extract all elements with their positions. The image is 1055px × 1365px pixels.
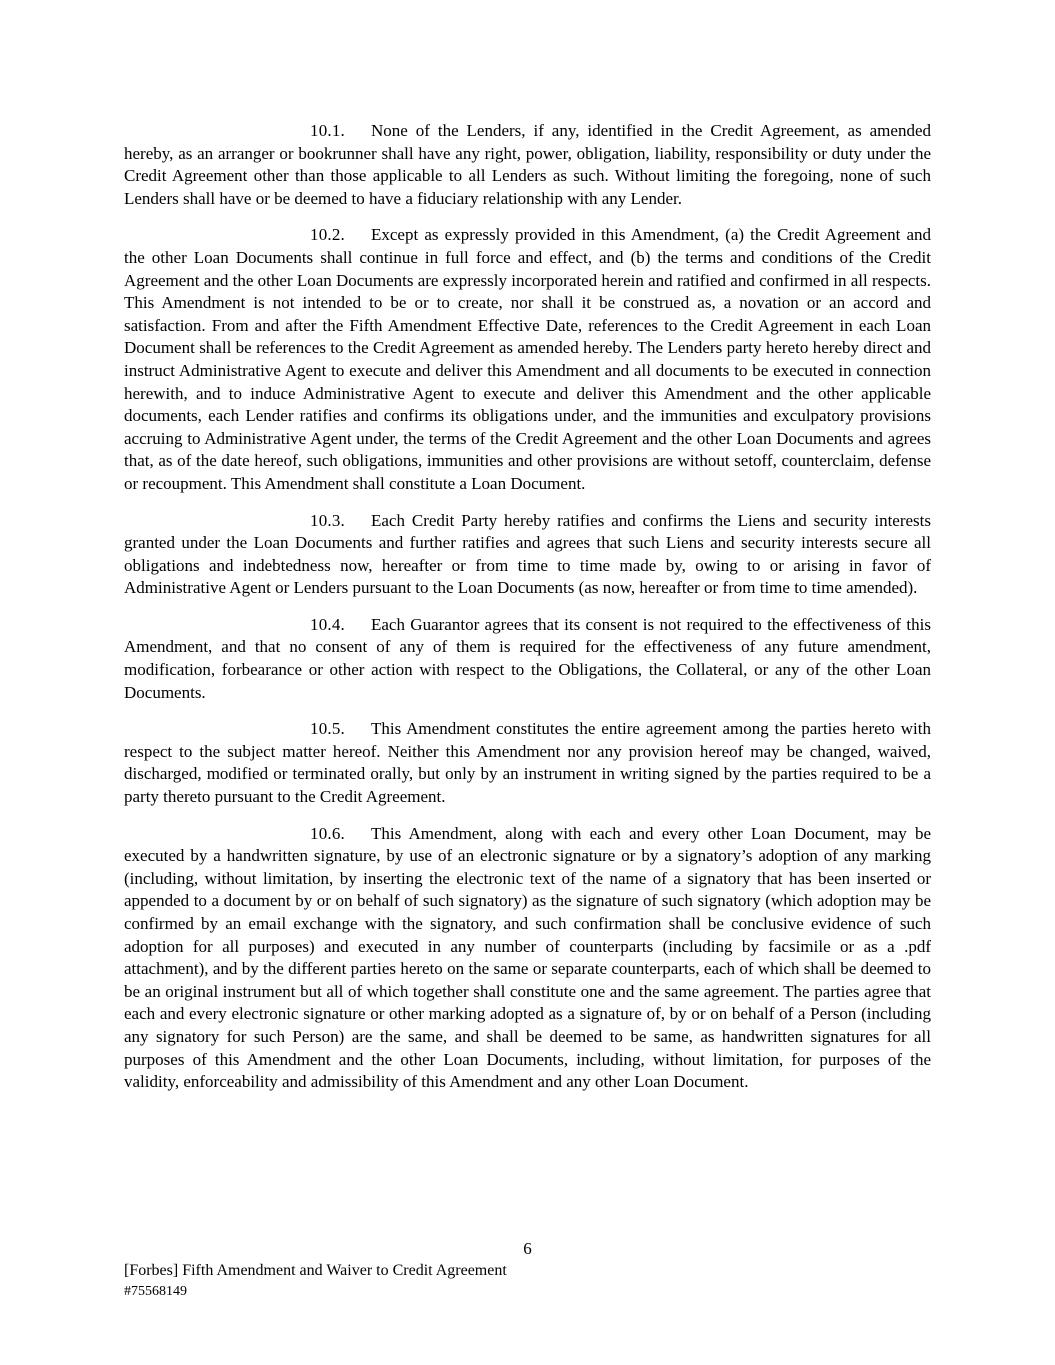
- page-footer: [124, 1238, 931, 1302]
- footer-document-title: [Forbes] Fifth Amendment and Waiver to Credit Agreement: [124, 1262, 507, 1279]
- section-number: 10.1.: [310, 121, 345, 140]
- paragraph: [124, 823, 931, 1094]
- section-number: 10.6.: [310, 823, 345, 843]
- paragraph: [124, 120, 931, 210]
- section-number: 10.5.: [310, 719, 345, 739]
- footer-document-id: #75568149: [124, 1284, 187, 1299]
- section-number: 10.2.: [310, 225, 345, 245]
- paragraph: [124, 510, 931, 600]
- section-number: 10.3.: [310, 510, 345, 530]
- paragraph-text: Each Guarantor agrees that its consent is not required to the effectiveness of this Amendment, and that no consent of any of them is required for the effectiveness of any future amendment, modification, forbearance or other action with respect to the Obligations, the Collateral, or any of the other Loan Documents.: [124, 614, 931, 702]
- paragraph-text: Except as expressly provided in this Amendment, (a) the Credit Agreement and the other Loan Documents shall continue in full force and effect, and (b) the terms and conditions of the Credit Agreement and the other Loan Documents are expressly incorporated herein and ratified and confirmed in all respects. This Amendment is not intended to be or to create, nor shall it be construed as, a novation or an accord and satisfaction. From and after the Fifth Amendment Effective Date, references to the Credit Agreement in each Loan Document shall be references to the Credit Agreement as amended hereby. The Lenders party hereto hereby direct and instruct Administrative Agent to execute and deliver this Amendment and all documents to be executed in connection herewith, and to induce Administrative Agent to execute and deliver this Amendment and the other applicable documents, each Lender ratifies and confirms its obligations under, and the immunities and exculpatory provisions accruing to Administrative Agent under, the terms of the Credit Agreement and the other Loan Documents and agrees that, as of the date hereof, such obligations, immunities and other provisions are without setoff, counterclaim, defense or recoupment. This Amendment shall constitute a Loan Document.: [124, 225, 931, 493]
- paragraph-text: Each Credit Party hereby ratifies and confirms the Liens and security interests granted under the Loan Documents and further ratifies and agrees that such Liens and security interests secure all obligations and indebtedness now, hereafter or from time to time made by, owing to or arising in favor of Administrative Agent or Lenders pursuant to the Loan Documents (as now, hereafter or from time to time amended).: [124, 510, 931, 598]
- paragraph-text: This Amendment constitutes the entire agreement among the parties hereto with respect to the subject matter hereof. Neither this Amendment nor any provision hereof may be changed, waived, discharged, modified or terminated orally, but only by an instrument in writing signed by the parties required to be a party thereto pursuant to the Credit Agreement.: [124, 719, 931, 807]
- paragraph: [124, 224, 931, 495]
- paragraph-text: This Amendment, along with each and every other Loan Document, may be executed by a handwritten signature, by use of an electronic signature or by a signatory’s adoption of any marking (including, without limitation, by inserting the electronic text of the name of a signatory that has been inserted or appended to a document by or on behalf of such signatory) as the signature of such signatory (which adoption may be confirmed by an email exchange with the signatory, and such confirmation shall be conclusive evidence of such adoption for all purposes) and executed in any number of counterparts (including by facsimile or as a .pdf attachment), and by the different parties hereto on the same or separate counterparts, each of which shall be deemed to be an original instrument but all of which together shall constitute one and the same agreement. The parties agree that each and every electronic signature or other marking adopted as a signature of, by or on behalf of a Person (including any signatory for such Person) are the same, and shall be deemed to be same, as handwritten signatures for all purposes of this Amendment and the other Loan Documents, including, without limitation, for purposes of the validity, enforceability and admissibility of this Amendment and any other Loan Document.: [124, 823, 931, 1092]
- paragraph-text: None of the Lenders, if any, identified in the Credit Agreement, as amended hereby, as an arranger or bookrunner shall have any right, power, obligation, liability, responsibility or duty under the Credit Agreement other than those applicable to all Lenders as such. Without limiting the foregoing, none of such Lenders shall have or be deemed to have a fiduciary relationship with any Lender.: [124, 121, 931, 208]
- page-number: 6: [523, 1239, 532, 1258]
- paragraph: [124, 614, 931, 704]
- document-body: [124, 120, 931, 1108]
- paragraph: [124, 718, 931, 808]
- section-number: 10.4.: [310, 614, 345, 634]
